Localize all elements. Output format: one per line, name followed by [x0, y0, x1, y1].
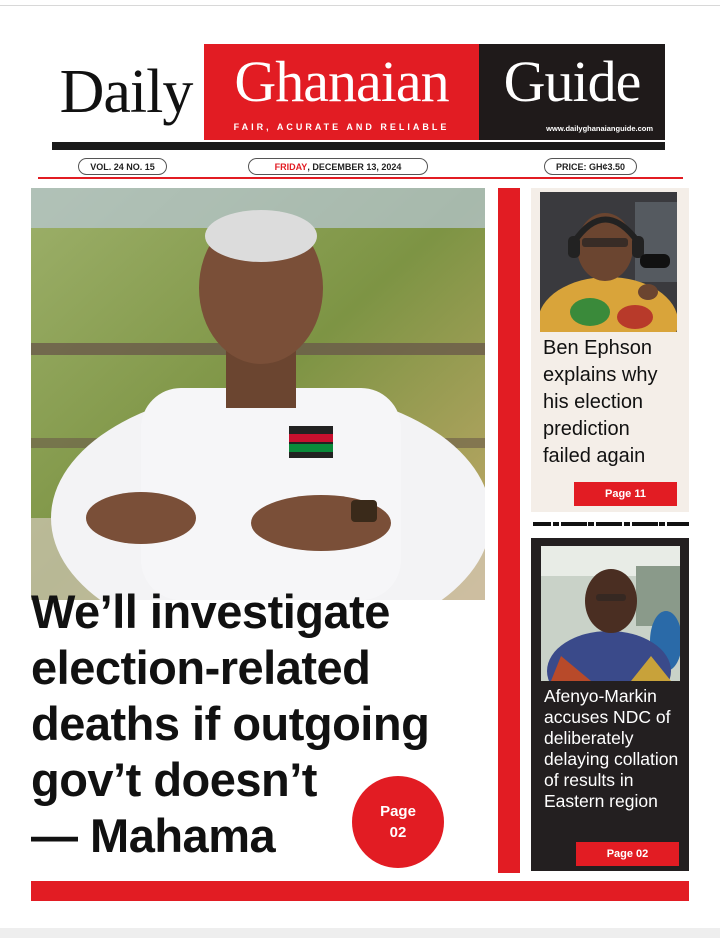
masthead-tagline: FAIR, ACURATE AND RELIABLE — [233, 122, 450, 132]
main-page-number: 02 — [389, 824, 407, 841]
price-text: PRICE: GH¢3.50 — [555, 161, 626, 172]
top-rule — [0, 5, 720, 6]
info-rule — [38, 177, 683, 179]
bottom-red-bar — [31, 881, 689, 901]
headline-line-3: deaths if outgoing — [31, 697, 430, 750]
price-pill — [544, 158, 637, 175]
headline-line-5: — Mahama — [31, 809, 276, 862]
volume-text: VOL. 24 NO. 15 — [90, 161, 155, 172]
side-story-2-text: Afenyo-Markin accuses NDC of deliberately delaying collation of results in Eastern region — [544, 686, 679, 811]
masthead-red-panel — [204, 44, 479, 140]
masthead-underline — [52, 142, 665, 150]
masthead-ghanaian: Ghanaian — [234, 49, 449, 114]
main-page-label: Page — [380, 803, 416, 820]
side-story-1-photo — [540, 192, 677, 332]
masthead-black-panel — [479, 44, 665, 140]
side-story-2-photo — [541, 546, 680, 681]
masthead-daily: Daily — [59, 57, 193, 126]
side-story-2[interactable] — [531, 538, 689, 871]
date-text: , DECEMBER 13, 2024 — [307, 161, 402, 172]
masthead-guide: Guide — [503, 49, 641, 114]
main-page-badge[interactable] — [352, 776, 444, 868]
side-story-2-page-button[interactable]: Page 02 — [576, 842, 679, 866]
date-day: FRIDAY — [274, 161, 308, 172]
dash-divider — [533, 522, 689, 526]
side-story-1-text: Ben Ephson explains why his election prediction failed again — [543, 337, 658, 467]
headline-line-4: gov’t doesn’t — [31, 753, 317, 806]
headline-line-2: election-related — [31, 641, 371, 694]
headline-line-1: We’ll investigate — [31, 585, 390, 638]
bottom-band — [0, 928, 720, 938]
side-story-1-page-button[interactable]: Page 11 — [574, 482, 677, 506]
main-story-photo[interactable] — [31, 188, 485, 600]
masthead-url[interactable]: www.dailyghanaianguide.com — [546, 124, 653, 133]
date-pill — [248, 158, 428, 175]
vertical-red-divider — [498, 188, 520, 873]
volume-pill — [78, 158, 167, 175]
side-story-1[interactable] — [531, 188, 689, 512]
